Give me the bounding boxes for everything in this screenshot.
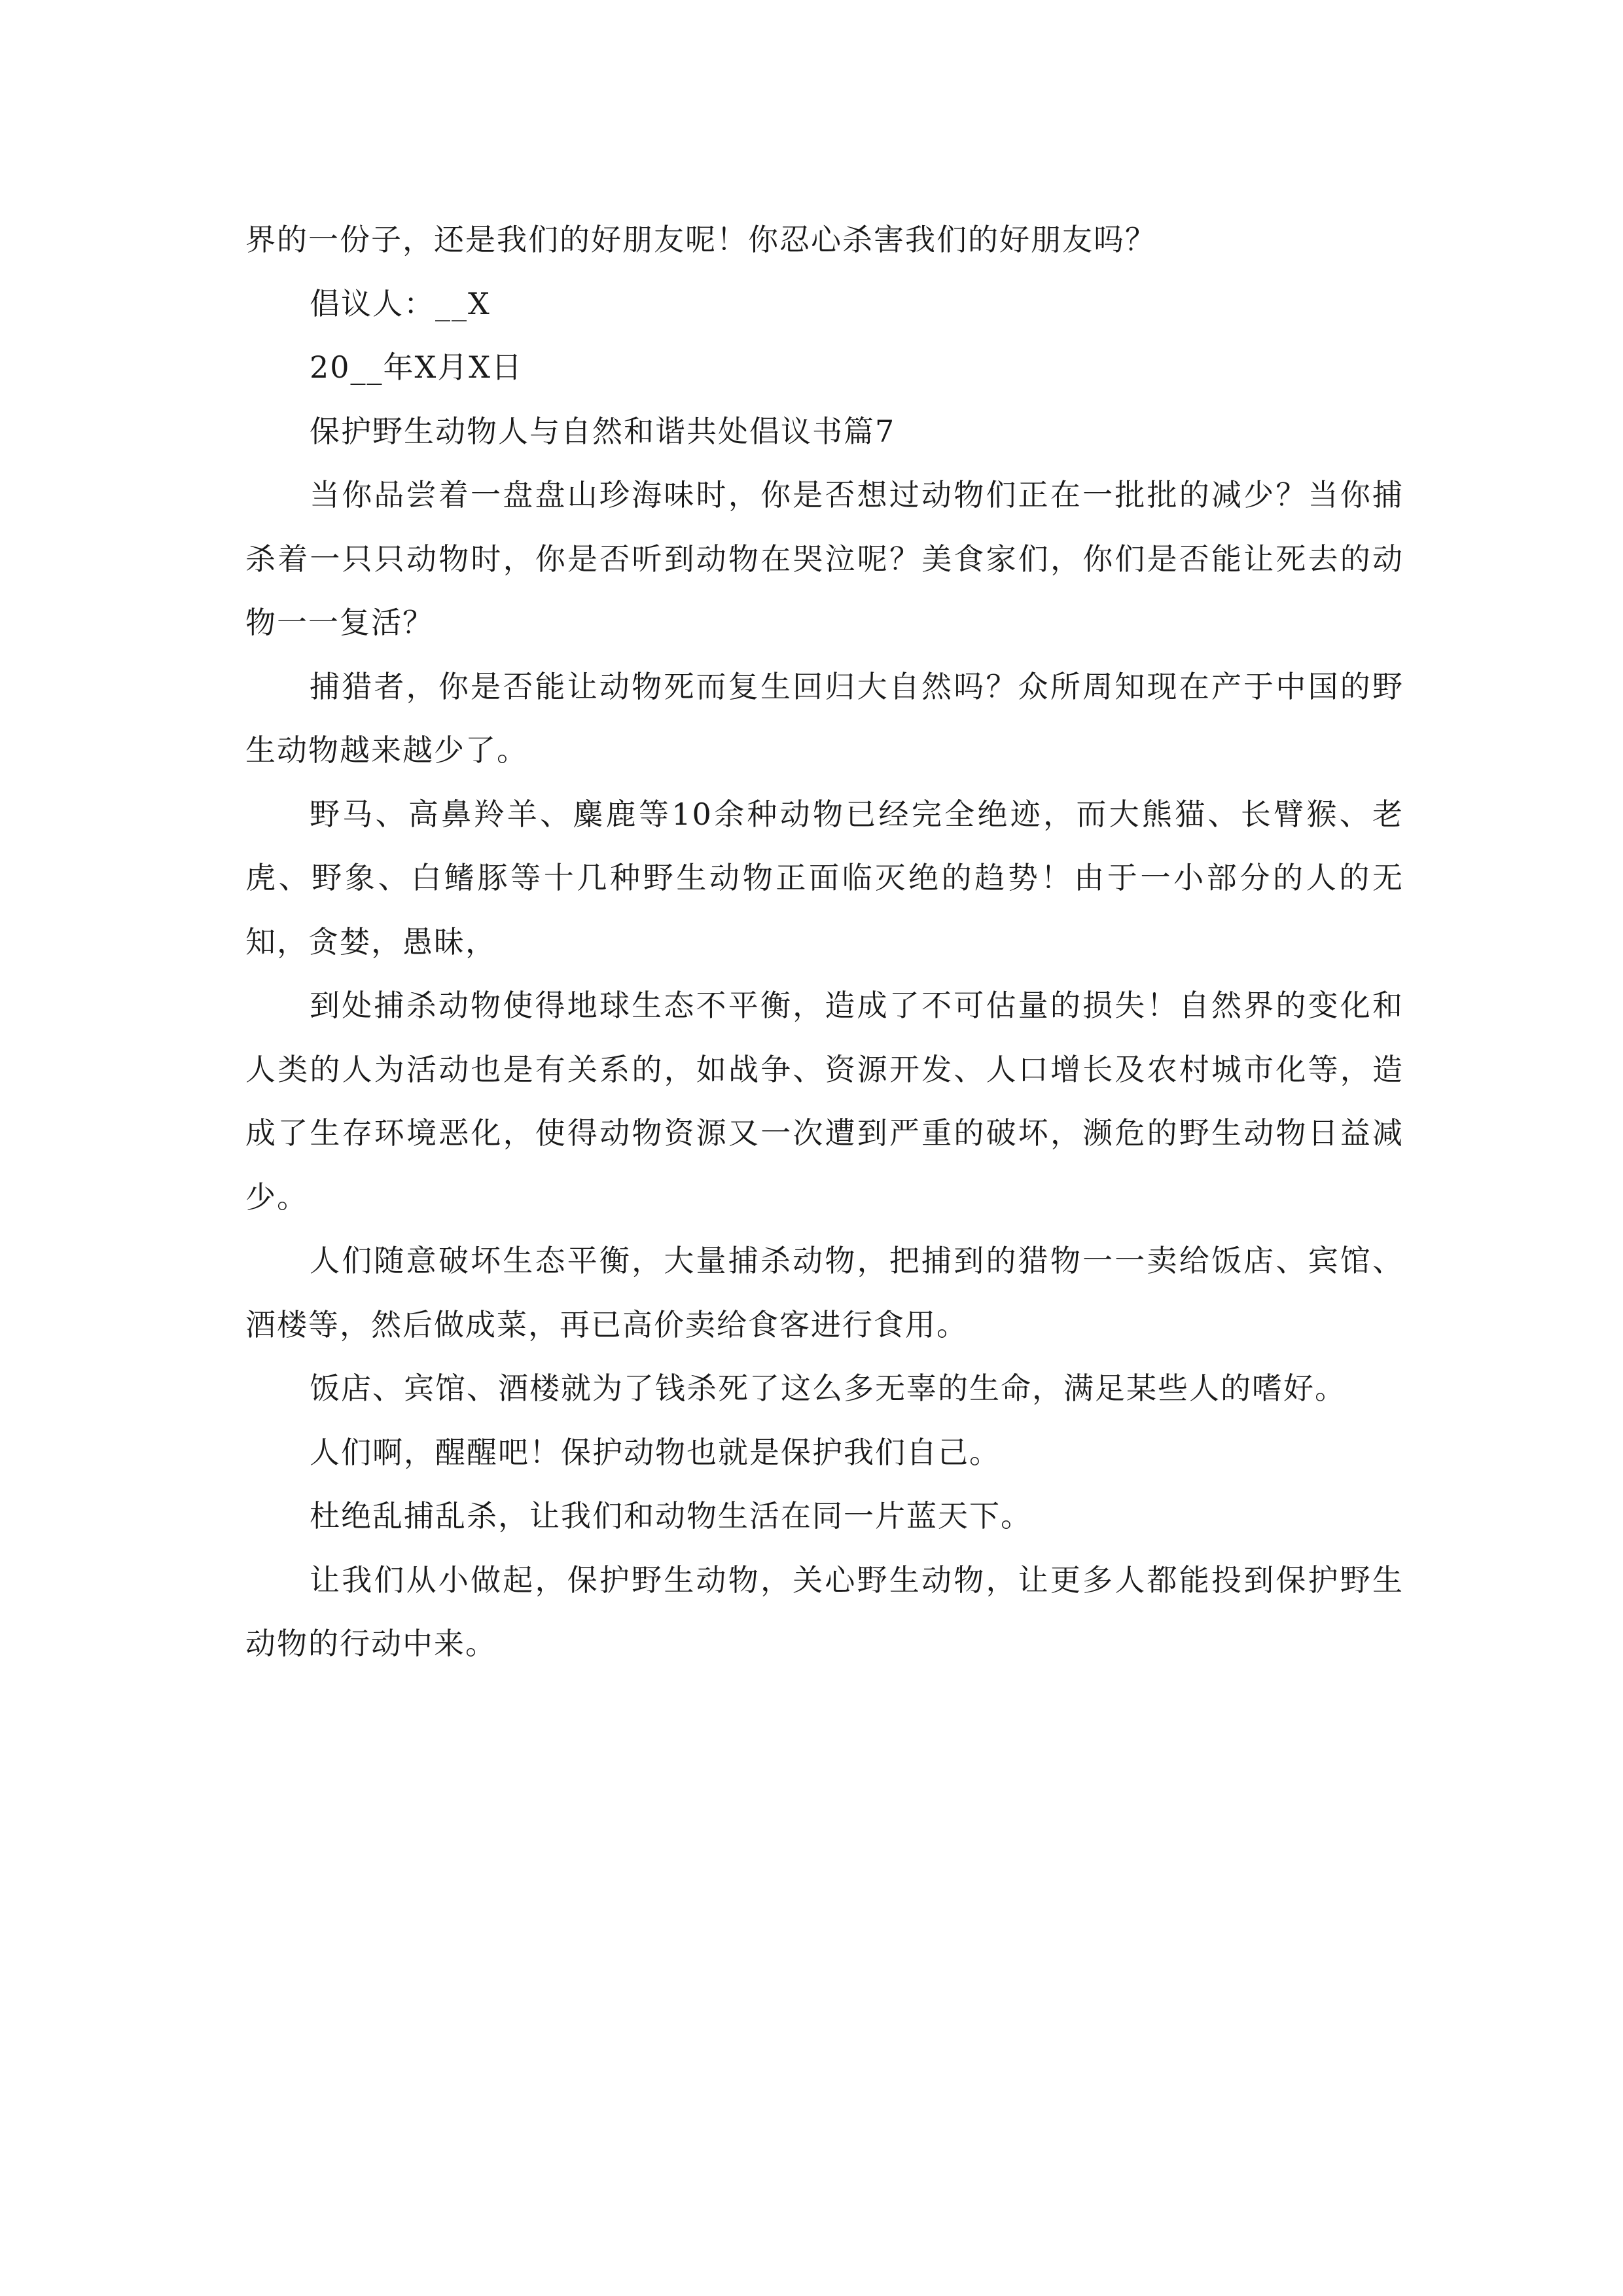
paragraph: 饭店、宾馆、酒楼就为了钱杀死了这么多无辜的生命，满足某些人的嗜好。 [310, 1371, 1346, 1406]
paragraph: 让我们从小做起，保护野生动物，关心野生动物，让更多人都能投到保护野生动物的行动中来。 [245, 1562, 1404, 1661]
paragraph: 人们随意破坏生态平衡，大量捕杀动物，把捕到的猎物一一卖给饭店、宾馆、酒楼等，然后做成菜，再已高价卖给食客进行食用。 [245, 1243, 1404, 1342]
paragraph-continuation: 界的一份子，还是我们的好朋友呢！你忍心杀害我们的好朋友吗？ [245, 222, 1156, 257]
paragraph: 野马、高鼻羚羊、麋鹿等10余种动物已经完全绝迹，而大熊猫、长臂猴、老虎、野象、白鳍豚等十几种野生动物正面临灭绝的趋势！由于一小部分的人的无知，贪婪，愚昧， [245, 796, 1404, 960]
date-line: 20__年X月X日 [310, 350, 524, 385]
paragraph: 到处捕杀动物使得地球生态不平衡，造成了不可估量的损失！自然界的变化和人类的人为活动也是有关系的，如战争、资源开发、人口增长及农村城市化等，造成了生存环境恶化，使得动物资源又一次遭到严重的破坏，濒危的野生动物日益减少。 [245, 988, 1404, 1215]
paragraph: 捕猎者，你是否能让动物死而复生回归大自然吗？众所周知现在产于中国的野生动物越来越少了。 [245, 668, 1404, 768]
signatory-line: 倡议人：__X [310, 285, 491, 321]
paragraph: 杜绝乱捕乱杀，让我们和动物生活在同一片蓝天下。 [310, 1498, 1032, 1534]
paragraph: 当你品尝着一盘盘山珍海味时，你是否想过动物们正在一批批的减少？当你捕杀着一只只动物时，你是否听到动物在哭泣呢？美食家们，你们是否能让死去的动物一一复活？ [245, 477, 1404, 640]
paragraph: 人们啊，醒醒吧！保护动物也就是保护我们自己。 [310, 1434, 1001, 1470]
document-body [245, 208, 1404, 1676]
section-title: 保护野生动物人与自然和谐共处倡议书篇7 [310, 413, 896, 449]
